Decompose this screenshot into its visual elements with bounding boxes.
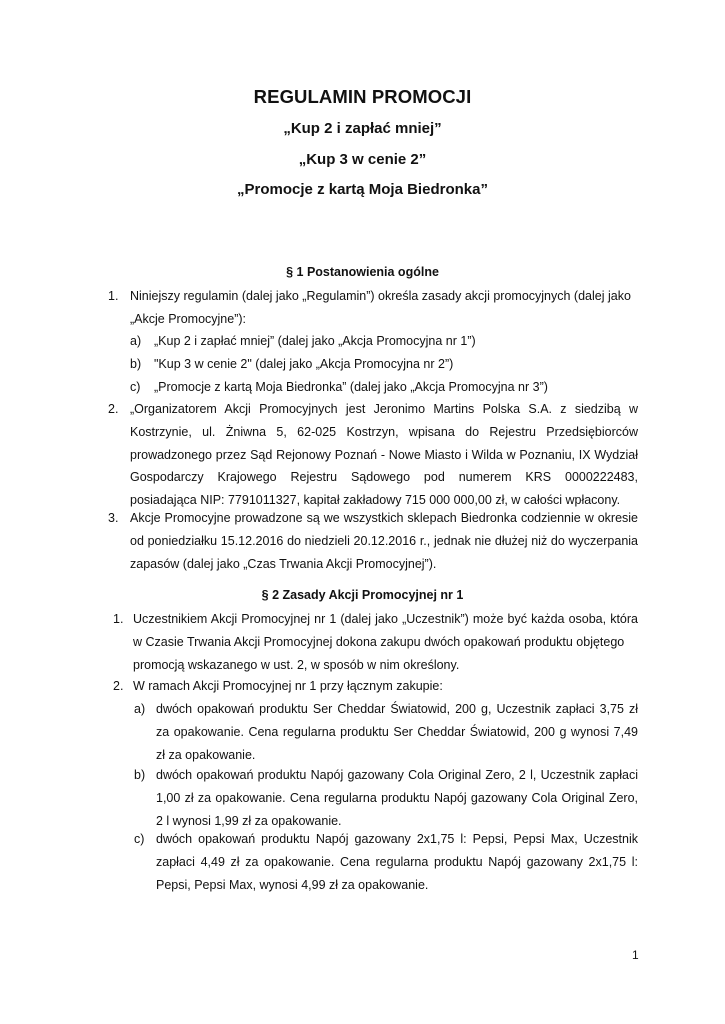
list-subitem bbox=[134, 828, 638, 896]
list-item bbox=[108, 285, 638, 331]
paragraph-line: dwóch opakowań produktu Napój gazowany Cola Original Zero, 2 l, Uczestnik zapłaci bbox=[156, 768, 638, 782]
document-title: REGULAMIN PROMOCJI bbox=[253, 86, 472, 107]
list-item-number: 1. bbox=[108, 289, 119, 303]
page-number: 1 bbox=[632, 948, 639, 962]
subtitle-1: „Kup 2 i zapłać mniej” bbox=[283, 120, 442, 137]
paragraph-line: Kostrzynie, ul. Żniwna 5, 62-025 Kostrzyn, wpisana do Rejestru Przedsiębiorców bbox=[130, 424, 638, 439]
list-subitem-letter: a) bbox=[134, 702, 146, 716]
list-subitem bbox=[130, 376, 630, 399]
list-item bbox=[113, 675, 638, 698]
list-item bbox=[108, 398, 638, 512]
paragraph-line: zapasów (dalej jako „Czas Trwania Akcji Promocyjnej”). bbox=[130, 556, 437, 571]
paragraph-line: w Czasie Trwania Akcji Promocyjnej dokona zakupu dwóch opakowań produktu objętego bbox=[133, 634, 625, 649]
list-subitem bbox=[130, 353, 630, 376]
list-item-number: 2. bbox=[108, 402, 119, 416]
list-subitem-letter: c) bbox=[134, 832, 145, 846]
paragraph-line: „Organizatorem Akcji Promocyjnych jest Jeronimo Martins Polska S.A. z siedzibą w bbox=[130, 402, 638, 416]
section-2-heading: § 2 Zasady Akcji Promocyjnej nr 1 bbox=[261, 588, 464, 602]
paragraph-line: 2 l wynosi 1,99 zł za opakowanie. bbox=[156, 813, 342, 828]
paragraph-line: zapłaci 4,49 zł za opakowanie. Cena regularna produktu Napój gazowany 2x1,75 l: bbox=[156, 854, 638, 869]
list-item-number: 3. bbox=[108, 511, 119, 525]
paragraph-line: dwóch opakowań produktu Ser Cheddar Światowid, 200 g, Uczestnik zapłaci 3,75 zł bbox=[156, 702, 638, 716]
list-subitem-letter: b) bbox=[134, 768, 146, 782]
list-subitem bbox=[130, 330, 630, 353]
subtitle-2: „Kup 3 w cenie 2” bbox=[298, 151, 427, 168]
paragraph-line: "Kup 3 w cenie 2" (dalej jako „Akcja Promocyjna nr 2”) bbox=[154, 357, 454, 371]
list-subitem bbox=[134, 764, 638, 832]
paragraph-line: Akcje Promocyjne prowadzone są we wszystkich sklepach Biedronka codziennie w okresie bbox=[130, 511, 638, 525]
list-item-number: 2. bbox=[113, 679, 124, 693]
paragraph-line: Uczestnikiem Akcji Promocyjnej nr 1 (dalej jako „Uczestnik”) może być każda osoba, która bbox=[133, 612, 638, 626]
paragraph-line: posiadająca NIP: 7791011327, kapitał zakładowy 715 000 000,00 zł, w całości wpłacony. bbox=[130, 493, 621, 508]
paragraph-line: od poniedziałku 15.12.2016 do niedzieli 20.12.2016 r., jednak nie dłużej niż do wyczerpania bbox=[130, 533, 638, 548]
list-subitem-letter: a) bbox=[130, 334, 142, 348]
paragraph-line: Pepsi, Pepsi Max, wynosi 4,99 zł za opakowanie. bbox=[156, 877, 429, 892]
list-subitem-letter: c) bbox=[130, 380, 141, 394]
list-subitem bbox=[134, 698, 638, 766]
paragraph-line: „Akcje Promocyjne”): bbox=[130, 311, 246, 326]
paragraph-line: „Kup 2 i zapłać mniej” (dalej jako „Akcja Promocyjna nr 1”) bbox=[154, 334, 476, 348]
paragraph-line: dwóch opakowań produktu Napój gazowany 2x1,75 l: Pepsi, Pepsi Max, Uczestnik bbox=[156, 832, 638, 846]
list-item bbox=[113, 608, 638, 676]
paragraph-line: Niniejszy regulamin (dalej jako „Regulamin”) określa zasady akcji promocyjnych (dalej jako bbox=[130, 289, 631, 303]
paragraph-line: za opakowanie. Cena regularna produktu Ser Cheddar Światowid, 200 g wynosi 7,49 bbox=[156, 724, 638, 739]
paragraph-line: zł za opakowanie. bbox=[156, 747, 256, 762]
paragraph-line: 1,00 zł za opakowanie. Cena regularna produktu Napój gazowany Cola Original Zero, bbox=[156, 790, 638, 805]
paragraph-line: „Promocje z kartą Moja Biedronka” (dalej jako „Akcja Promocyjna nr 3”) bbox=[154, 380, 548, 394]
paragraph-line: promocją wskazanego w ust. 2, w sposób w nim określony. bbox=[133, 657, 460, 672]
list-item bbox=[108, 507, 638, 575]
section-1-heading: § 1 Postanowienia ogólne bbox=[286, 265, 439, 279]
paragraph-line: prowadzonego przez Sąd Rejonowy Poznań - Nowe Miasto i Wilda w Poznaniu, IX Wydział bbox=[130, 447, 638, 462]
paragraph-line: Gospodarczy Krajowego Rejestru Sądowego pod numerem KRS 0000222483, bbox=[130, 470, 638, 485]
list-subitem-letter: b) bbox=[130, 357, 142, 371]
subtitle-3: „Promocje z kartą Moja Biedronka” bbox=[237, 181, 488, 198]
list-item-number: 1. bbox=[113, 612, 124, 626]
paragraph-line: W ramach Akcji Promocyjnej nr 1 przy łącznym zakupie: bbox=[133, 679, 443, 693]
